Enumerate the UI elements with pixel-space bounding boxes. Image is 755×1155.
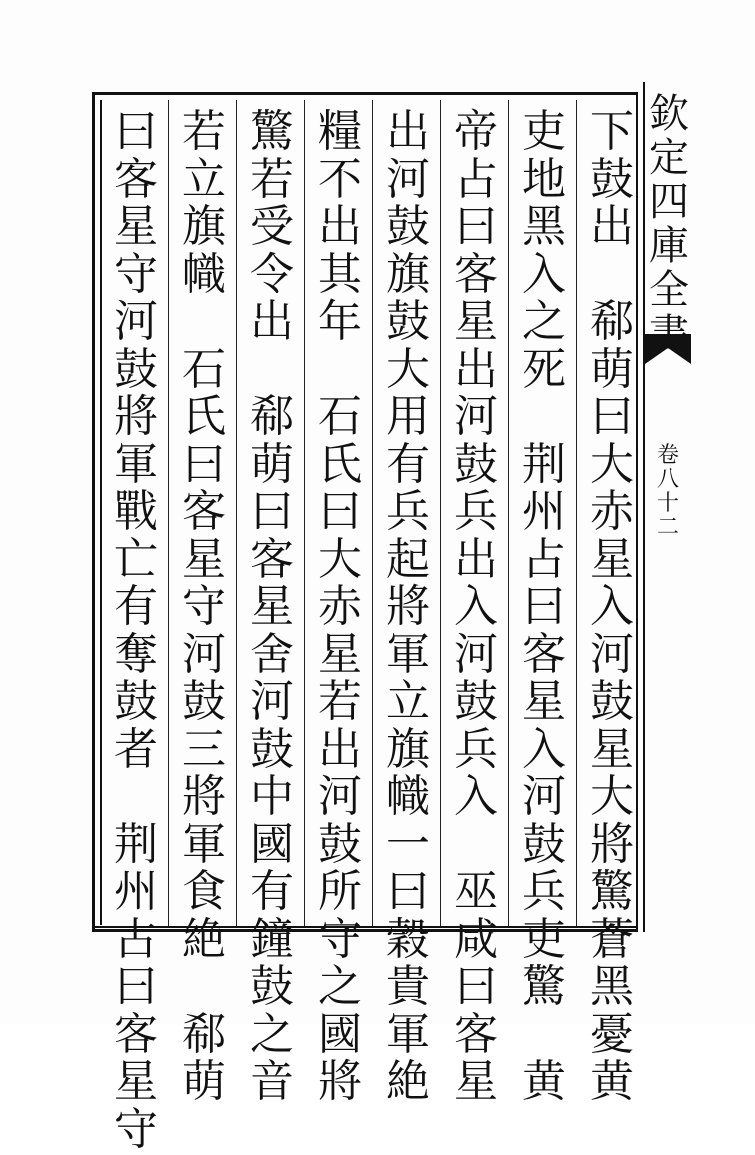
- glyph: 鼓: [590, 676, 634, 727]
- glyph: 郗: [590, 296, 634, 347]
- glyph: 之: [318, 961, 362, 1012]
- glyph: 若: [182, 106, 226, 157]
- glyph: 二: [656, 515, 679, 540]
- glyph: 若: [318, 676, 362, 727]
- glyph: 全: [649, 267, 689, 313]
- glyph: 軍: [114, 438, 158, 490]
- glyph: 大: [590, 771, 634, 822]
- glyph: 將: [182, 771, 226, 822]
- glyph: 曰: [114, 961, 158, 1012]
- glyph: 守: [114, 248, 158, 300]
- glyph: 中: [250, 771, 294, 822]
- glyph: 星: [318, 628, 362, 680]
- glyph: 憂: [590, 1008, 634, 1060]
- glyph: 石: [318, 391, 362, 442]
- text-column-1: [582, 108, 642, 1106]
- glyph: 曰: [590, 391, 634, 442]
- glyph: 舍: [250, 628, 294, 680]
- frame-inner-rule: [100, 100, 102, 925]
- glyph: 兵: [454, 723, 498, 775]
- glyph: 郗: [182, 1008, 226, 1060]
- glyph: 客: [114, 1008, 158, 1060]
- glyph: 出: [386, 106, 430, 157]
- glyph: 石: [182, 343, 226, 395]
- glyph: 鐘: [250, 913, 294, 965]
- glyph: [537, 393, 551, 441]
- glyph: 鼓: [250, 723, 294, 775]
- glyph: 軍: [386, 1008, 430, 1060]
- glyph: 出: [590, 201, 634, 252]
- glyph: 立: [182, 153, 226, 205]
- glyph: 河: [454, 391, 498, 442]
- column-rule: [508, 100, 509, 926]
- glyph: [197, 963, 211, 1011]
- glyph: 星: [454, 1056, 498, 1107]
- glyph: [537, 1011, 551, 1059]
- glyph: 庫: [649, 223, 689, 269]
- glyph: 客: [522, 628, 566, 680]
- glyph: 客: [182, 486, 226, 537]
- glyph: [605, 251, 619, 299]
- glyph: 之: [250, 1008, 294, 1060]
- glyph: 星: [590, 723, 634, 775]
- glyph: 軍: [182, 818, 226, 870]
- glyph: 客: [454, 1008, 498, 1060]
- glyph: 曰: [182, 438, 226, 490]
- glyph: 用: [386, 391, 430, 442]
- glyph: 荆: [522, 438, 566, 490]
- glyph: 黄: [522, 1056, 566, 1107]
- glyph: 河: [250, 676, 294, 727]
- glyph: 河: [318, 771, 362, 822]
- glyph: 令: [250, 248, 294, 300]
- glyph: 出: [454, 533, 498, 585]
- glyph: 兵: [454, 486, 498, 537]
- glyph: 旗: [386, 248, 430, 300]
- glyph: 州: [114, 866, 158, 917]
- glyph: [197, 298, 211, 346]
- glyph: 之: [522, 296, 566, 347]
- glyph: 驚: [250, 106, 294, 157]
- glyph: 占: [114, 913, 158, 965]
- glyph: [265, 346, 279, 394]
- glyph: 八: [656, 467, 679, 492]
- glyph: 曰: [114, 106, 158, 157]
- glyph: 出: [318, 201, 362, 252]
- glyph: 星: [114, 201, 158, 252]
- glyph: 入: [590, 581, 634, 632]
- glyph: 萌: [590, 343, 634, 395]
- glyph: 萌: [182, 1056, 226, 1107]
- glyph: 守: [182, 581, 226, 632]
- glyph: 穀: [386, 913, 430, 965]
- glyph: 赤: [318, 581, 362, 632]
- glyph: 巫: [454, 866, 498, 917]
- glyph: 客: [114, 153, 158, 205]
- glyph: 曰: [318, 486, 362, 537]
- glyph: 鼓: [318, 818, 362, 870]
- glyph: 萌: [250, 438, 294, 490]
- glyph: 地: [522, 153, 566, 205]
- glyph: 黑: [522, 201, 566, 252]
- column-rule: [168, 100, 169, 926]
- glyph: 鼓: [386, 296, 430, 347]
- glyph: 絶: [182, 913, 226, 965]
- glyph: 大: [386, 343, 430, 395]
- glyph: 若: [250, 153, 294, 205]
- glyph: 州: [522, 486, 566, 537]
- glyph: 幟: [182, 248, 226, 300]
- glyph: 出: [250, 296, 294, 347]
- glyph: 客: [454, 248, 498, 300]
- glyph: 下: [590, 106, 634, 157]
- glyph: 河: [386, 153, 430, 205]
- glyph: 國: [250, 818, 294, 870]
- glyph: 者: [114, 723, 158, 775]
- text-column-3: [446, 108, 506, 1106]
- text-column-5: [310, 108, 370, 1106]
- glyph: 欽: [649, 91, 689, 137]
- glyph: 死: [522, 343, 566, 395]
- glyph: 蒼: [590, 913, 634, 965]
- column-rule: [236, 100, 237, 926]
- glyph: 星: [454, 296, 498, 347]
- glyph: 有: [114, 581, 158, 632]
- glyph: 河: [590, 628, 634, 680]
- glyph: 鼓: [114, 343, 158, 395]
- glyph: 出: [454, 343, 498, 395]
- glyph: 受: [250, 201, 294, 252]
- glyph: 鼓: [182, 676, 226, 727]
- glyph: 有: [250, 866, 294, 917]
- glyph: 鼓: [590, 153, 634, 205]
- glyph: 入: [522, 723, 566, 775]
- glyph: 星: [182, 533, 226, 585]
- glyph: 年: [318, 296, 362, 347]
- glyph: 曰: [454, 961, 498, 1012]
- glyph: 貴: [386, 961, 430, 1012]
- glyph: 鼓: [454, 438, 498, 490]
- glyph: 客: [250, 533, 294, 585]
- glyph: 絶: [386, 1056, 430, 1107]
- glyph: 赤: [590, 486, 634, 537]
- glyph: 曰: [250, 486, 294, 537]
- glyph: 氏: [182, 391, 226, 442]
- text-column-7: [174, 108, 234, 1106]
- text-column-4: [378, 108, 438, 1106]
- glyph: 星: [114, 1056, 158, 1107]
- glyph: 鼓: [386, 201, 430, 252]
- glyph: 驚: [590, 866, 634, 917]
- glyph: 兵: [522, 866, 566, 917]
- glyph: 河: [454, 628, 498, 680]
- glyph: 鼓: [114, 676, 158, 727]
- glyph: 起: [386, 533, 430, 585]
- glyph: 出: [318, 723, 362, 775]
- text-column-2: [514, 108, 574, 1106]
- glyph: 旗: [182, 201, 226, 252]
- glyph: 國: [318, 1008, 362, 1060]
- glyph: 十: [656, 491, 679, 516]
- column-rule: [372, 100, 373, 926]
- column-rule: [576, 100, 577, 926]
- glyph: 入: [454, 771, 498, 822]
- glyph: 其: [318, 248, 362, 300]
- glyph: 曰: [386, 866, 430, 917]
- glyph: [129, 773, 143, 821]
- glyph: 軍: [386, 628, 430, 680]
- glyph: 食: [182, 866, 226, 917]
- column-rule: [440, 100, 441, 926]
- glyph: 入: [522, 248, 566, 300]
- glyph: 將: [114, 391, 158, 442]
- glyph: 河: [182, 628, 226, 680]
- gutter-book-title: [646, 92, 692, 356]
- glyph: 亡: [114, 533, 158, 585]
- glyph: 郗: [250, 391, 294, 442]
- glyph: 兵: [386, 486, 430, 537]
- glyph: 音: [250, 1056, 294, 1107]
- glyph: 河: [114, 296, 158, 347]
- glyph: 不: [318, 153, 362, 205]
- glyph: 鼓: [454, 676, 498, 727]
- glyph: 荆: [114, 818, 158, 870]
- glyph: 三: [182, 723, 226, 775]
- glyph: 氏: [318, 438, 362, 490]
- glyph: 星: [522, 676, 566, 727]
- glyph: 將: [318, 1056, 362, 1107]
- gutter-volume-number: [650, 444, 686, 540]
- glyph: 卷: [656, 443, 679, 468]
- glyph: 黄: [590, 1056, 634, 1107]
- glyph: 定: [649, 135, 689, 181]
- glyph: 大: [590, 438, 634, 490]
- glyph: 占: [522, 533, 566, 585]
- glyph: 立: [386, 676, 430, 727]
- glyph: 星: [250, 581, 294, 632]
- glyph: 占: [454, 153, 498, 205]
- glyph: 將: [386, 581, 430, 632]
- text-column-6: [242, 108, 302, 1106]
- glyph: 鼓: [250, 961, 294, 1012]
- glyph: 入: [454, 581, 498, 632]
- glyph: 有: [386, 438, 430, 490]
- fishtail-mark-icon: [645, 334, 691, 364]
- glyph: 吏: [522, 106, 566, 157]
- glyph: 旗: [386, 723, 430, 775]
- glyph: 黑: [590, 961, 634, 1012]
- glyph: 守: [114, 1103, 158, 1155]
- glyph: 河: [522, 771, 566, 822]
- glyph: 鼓: [522, 818, 566, 870]
- glyph: 咸: [454, 913, 498, 965]
- glyph: 戰: [114, 486, 158, 537]
- glyph: 四: [649, 179, 689, 225]
- column-rule: [304, 100, 305, 926]
- glyph: [469, 821, 483, 869]
- glyph: 糧: [318, 106, 362, 157]
- glyph: 大: [318, 533, 362, 585]
- glyph: 吏: [522, 913, 566, 965]
- glyph: 所: [318, 866, 362, 917]
- text-column-8: [106, 108, 166, 1153]
- glyph: [333, 346, 347, 394]
- glyph: 奪: [114, 628, 158, 680]
- glyph: 曰: [522, 581, 566, 632]
- glyph: 將: [590, 818, 634, 870]
- glyph: 星: [590, 533, 634, 585]
- glyph: 曰: [454, 201, 498, 252]
- glyph: 帝: [454, 106, 498, 157]
- glyph: 幟: [386, 771, 430, 822]
- glyph: 守: [318, 913, 362, 965]
- glyph: 驚: [522, 961, 566, 1012]
- glyph: 一: [386, 818, 430, 870]
